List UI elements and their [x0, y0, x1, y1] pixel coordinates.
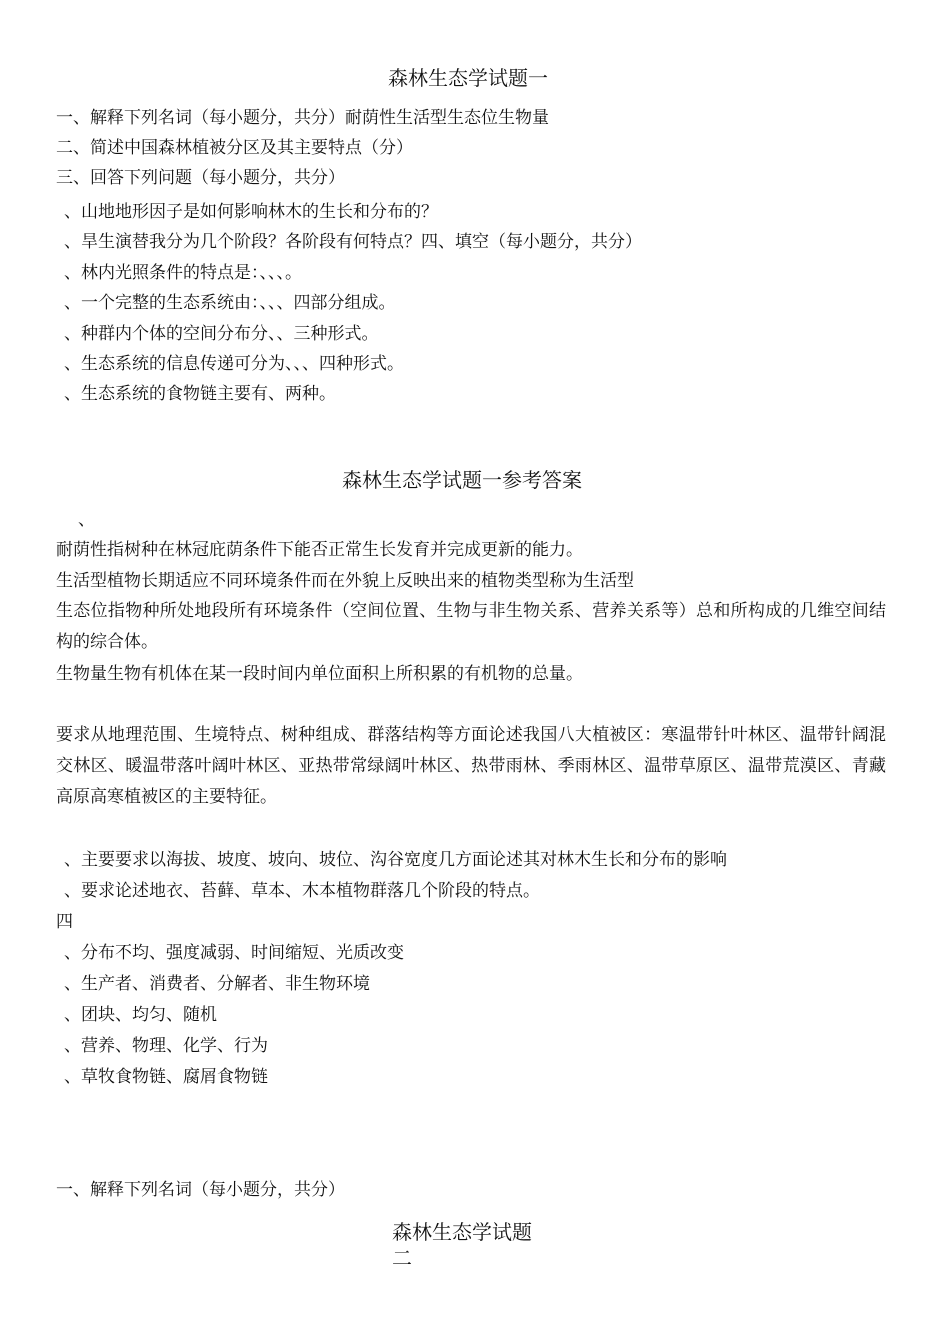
- exam1-question-1: 一、解释下列名词（每小题分，共分）耐荫性生活型生态位生物量: [56, 108, 549, 128]
- exam1-subquestion: 、林内光照条件的特点是：、、、。: [64, 263, 302, 283]
- exam1-subquestion: 、生态系统的食物链主要有、两种。: [64, 384, 336, 404]
- exam1-subquestion: 、种群内个体的空间分布分、、三种形式。: [64, 324, 379, 344]
- answer-vegetation-zones: 要求从地理范围、生境特点、树种组成、群落结构等方面论述我国八大植被区：寒温带针叶林区、温带针阔混交林区、暖温带落叶阔叶林区、亚热带常绿阔叶林区、热带雨林、季雨林区、温带草原区、温带荒漠区、青藏高原高寒植被区的主要特征。: [56, 725, 886, 807]
- answer-definition: 生活型植物长期适应不同环境条件而在外貌上反映出来的植物类型称为生活型: [56, 571, 634, 591]
- answers-title: 森林生态学试题一参考答案: [342, 468, 582, 492]
- exam2-title-number: 二: [392, 1246, 412, 1270]
- exam2-question-1: 一、解释下列名词（每小题分，共分）: [56, 1180, 345, 1200]
- exam1-subquestion: 、山地地形因子是如何影响林木的生长和分布的？: [64, 202, 438, 222]
- answer-q4-item: 、营养、物理、化学、行为: [64, 1036, 268, 1056]
- answer-definition: 生物量生物有机体在某一段时间内单位面积上所积累的有机物的总量。: [56, 664, 583, 684]
- answer-q4-item: 、生产者、消费者、分解者、非生物环境: [64, 974, 370, 994]
- answer-q4-item: 、草牧食物链、腐屑食物链: [64, 1067, 268, 1087]
- answer-q4-label: 四: [56, 912, 73, 932]
- exam1-subquestion: 、旱生演替我分为几个阶段？各阶段有何特点？四、填空（每小题分，共分）: [64, 232, 642, 252]
- exam1-question-3: 三、回答下列问题（每小题分，共分）: [56, 168, 345, 188]
- answers-mark: 、: [78, 510, 95, 530]
- answer-definition: 耐荫性指树种在林冠庇荫条件下能否正常生长发育并完成更新的能力。: [56, 540, 583, 560]
- answer-q4-item: 、团块、均匀、随机: [64, 1005, 217, 1025]
- answer-definition: 生态位指物种所处地段所有环境条件（空间位置、生物与非生物关系、营养关系等）总和所构成的几维空间结构的综合体。: [56, 601, 886, 652]
- answer-q3-item: 、主要要求以海拔、坡度、坡向、坡位、沟谷宽度几方面论述其对林木生长和分布的影响: [64, 850, 727, 870]
- exam1-subquestion: 、一个完整的生态系统由：、、、四部分组成。: [64, 293, 396, 313]
- answer-q4-item: 、分布不均、强度减弱、时间缩短、光质改变: [64, 943, 404, 963]
- answer-q3-item: 、要求论述地衣、苔藓、草本、木本植物群落几个阶段的特点。: [64, 881, 540, 901]
- exam1-question-2: 二、简述中国森林植被分区及其主要特点（分）: [56, 138, 413, 158]
- exam2-title: 森林生态学试题: [392, 1220, 532, 1244]
- exam1-title: 森林生态学试题一: [388, 66, 548, 90]
- exam1-subquestion: 、生态系统的信息传递可分为、、、四种形式。: [64, 354, 404, 374]
